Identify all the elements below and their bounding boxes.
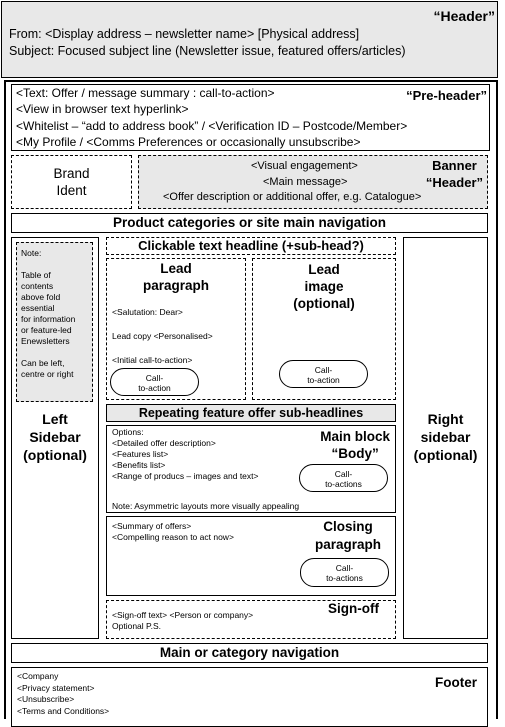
left-sidebar-label-line1: Left	[42, 411, 68, 427]
main-block-line: <Range of producs – images and text>	[112, 471, 259, 481]
preheader-title: “Pre-header”	[406, 88, 487, 103]
note-line: centre or right	[21, 369, 74, 379]
banner-line-offer: <Offer description or additional offer, e.g. Catalogue>	[163, 191, 422, 203]
main-block-cta-button[interactable]	[299, 464, 388, 492]
main-block-body	[106, 425, 396, 513]
closing-lines	[112, 521, 234, 543]
lead-image-cta-line2: to-action	[307, 375, 340, 385]
preheader-line-whitelist: <Whitelist – “add to address book” / <Verification ID – Postcode/Member>	[16, 119, 408, 133]
signoff-line1: <Sign-off text> <Person or company>	[112, 610, 254, 620]
closing-title-line2: paragraph	[314, 537, 381, 552]
footer-line-privacy[interactable]: <Privacy statement>	[17, 682, 95, 693]
left-sidebar-note	[16, 242, 93, 402]
top-navigation[interactable]: Product categories or site main navigation	[11, 213, 488, 233]
closing-cta-line2: to-actions	[326, 573, 363, 583]
brand-ident-line1: Brand	[53, 166, 90, 181]
main-block-line: <Features list>	[112, 449, 169, 459]
note-line	[21, 259, 92, 270]
lead-paragraph-title	[107, 260, 245, 294]
brand-ident-box	[11, 155, 132, 209]
left-sidebar-label	[12, 410, 98, 464]
closing-title	[315, 518, 381, 554]
header-subject-line: Subject: Focused subject line (Newsletter issue, featured offers/articles)	[9, 44, 406, 58]
left-sidebar	[11, 237, 99, 639]
footer-line-company: <Company	[17, 671, 59, 681]
banner-line-visual: <Visual engagement>	[251, 160, 358, 172]
closing-line: <Compelling reason to act now>	[112, 532, 234, 542]
footer-line-terms[interactable]: <Terms and Conditions>	[17, 705, 110, 716]
banner-line-message: <Main message>	[263, 176, 348, 188]
main-block-title-line1: Main block	[320, 429, 390, 444]
banner-title	[426, 157, 483, 191]
closing-cta-button[interactable]	[300, 558, 389, 587]
lead-copy: Lead copy <Personalised>	[112, 331, 213, 341]
lead-image-title-line3: (optional)	[293, 296, 355, 311]
header-from-line: From: <Display address – newsletter name> [Physical address]	[9, 27, 360, 41]
lead-image-title	[253, 261, 395, 312]
main-block-title-line2: “Body”	[331, 446, 379, 461]
lead-image-title-line2: image	[304, 279, 344, 294]
right-sidebar-label	[404, 410, 487, 464]
lead-image-cta-line1: Call-	[314, 365, 333, 375]
lead-salutation: <Salutation: Dear>	[112, 307, 183, 317]
main-block-line: <Benefits list>	[112, 460, 166, 470]
header-title: “Header”	[433, 8, 495, 24]
note-line: contents	[21, 281, 54, 291]
lead-initial-cta: <Initial call-to-action>	[112, 355, 193, 365]
repeating-subheadlines-bar: Repeating feature offer sub-headlines	[106, 404, 396, 422]
right-sidebar-label-line2: sidebar	[420, 429, 471, 445]
lead-paragraph-title-line2: paragraph	[142, 278, 210, 293]
lead-image-title-line1: Lead	[308, 262, 340, 277]
footer-line-unsubscribe[interactable]: <Unsubscribe>	[17, 694, 75, 704]
note-line: Can be left,	[21, 358, 65, 368]
lead-image-box	[252, 258, 396, 400]
closing-line: <Summary of offers>	[112, 521, 192, 531]
preheader-line-offer: <Text: Offer / message summary : call-to-action>	[16, 86, 275, 100]
right-sidebar	[403, 237, 488, 639]
right-sidebar-label-line1: Right	[427, 411, 464, 427]
footer-lines	[17, 671, 109, 717]
banner-title-line1: Banner	[432, 158, 477, 173]
closing-cta-line1: Call-	[335, 563, 354, 573]
footer-region	[11, 667, 488, 727]
note-line	[21, 347, 92, 358]
note-line: Note:	[21, 248, 42, 258]
lead-paragraph-title-line1: Lead	[160, 261, 192, 276]
note-line: essential	[21, 303, 55, 313]
closing-paragraph-box	[106, 516, 396, 596]
main-block-options	[112, 427, 258, 482]
signoff-title: Sign-off	[328, 601, 379, 616]
preheader-region	[11, 84, 490, 151]
lead-image-cta-button[interactable]	[279, 360, 368, 388]
main-block-title	[320, 428, 390, 462]
bottom-navigation[interactable]: Main or category navigation	[11, 643, 488, 663]
main-block-line: Options:	[112, 427, 144, 437]
main-block-cta-line1: Call-	[334, 469, 353, 479]
header-region	[1, 1, 498, 78]
brand-ident-line2: Ident	[56, 183, 87, 198]
lead-cta-line1: Call-	[145, 373, 164, 383]
signoff-box	[106, 600, 396, 639]
lead-cta-button[interactable]	[110, 368, 199, 396]
lead-cta-line2: to-action	[138, 383, 171, 393]
note-line: above fold	[21, 292, 61, 302]
note-line: for information	[21, 314, 76, 324]
note-line: Table of	[21, 270, 51, 280]
note-line: or feature-led	[21, 325, 72, 335]
main-block-line: <Detailed offer description>	[112, 438, 216, 448]
note-line: Enewsletters	[21, 336, 70, 346]
banner-title-line2: “Header”	[425, 175, 483, 190]
right-sidebar-label-line3: (optional)	[413, 447, 478, 463]
left-sidebar-label-line2: Sidebar	[29, 429, 81, 445]
left-sidebar-label-line3: (optional)	[23, 447, 87, 463]
preheader-line-view-in-browser: <View in browser text hyperlink>	[16, 102, 189, 116]
signoff-line2: Optional P.S.	[112, 621, 161, 631]
lead-paragraph-box	[106, 258, 246, 400]
closing-title-line1: Closing	[323, 519, 373, 534]
preheader-line-profile: <My Profile / <Comms Preferences or occasionally unsubscribe>	[16, 135, 361, 149]
main-block-note: Note: Asymmetric layouts more visually appealing	[112, 501, 300, 511]
footer-title: Footer	[435, 675, 477, 690]
clickable-headline[interactable]: Clickable text headline (+sub-head?)	[106, 237, 396, 255]
main-block-cta-line2: to-actions	[325, 479, 362, 489]
banner-box	[138, 155, 488, 209]
